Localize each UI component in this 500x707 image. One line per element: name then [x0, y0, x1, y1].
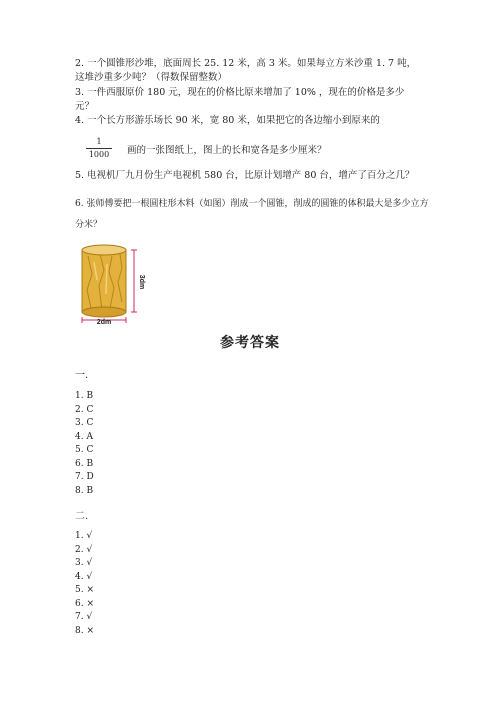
answer-item: 5. C: [75, 445, 94, 455]
diameter-label: 2dm: [96, 319, 112, 324]
fraction-bar: [86, 148, 112, 149]
question-4-line-1: 4. 一个长方形游乐场长 90 米，宽 80 米，如果把它的各边缩小到原来的: [75, 115, 380, 126]
answer-item: 7. D: [75, 472, 94, 482]
answer-item: 5. ×: [75, 585, 94, 595]
answer-item: 7. √: [75, 612, 93, 622]
answer-item: 3. √: [75, 558, 93, 568]
answer-item: 8. B: [75, 485, 94, 496]
answer-item: 2. √: [75, 544, 93, 555]
answer-item: 1. √: [75, 531, 93, 541]
question-3-line-1: 3. 一件西服原价 180 元，现在的价格比原来增加了 10% ，现在的价格是多少: [75, 87, 405, 98]
answers-section-2-title: 二.: [75, 511, 89, 522]
answer-item: 2. C: [75, 404, 94, 415]
question-2-line-1: 2. 一个圆锥形沙堆，底面周长 25. 12 米，高 3 米。如果每立方米沙重 1. 7 吨，: [75, 58, 417, 69]
answer-item: 6. B: [75, 458, 94, 469]
question-2-line-2: 这堆沙重多少吨？（得数保留整数）: [75, 72, 228, 83]
wood-cylinder-figure: [78, 242, 150, 324]
question-6-line-1: 6. 张师傅要把一根圆柱形木料（如图）削成一个圆锥，削成的圆锥的体积最大是多少立方: [75, 199, 429, 209]
answer-item: 4. A: [75, 431, 93, 442]
question-5: 5. 电视机厂九月份生产电视机 580 台，比原计划增产 80 台，增产了百分之几？: [75, 170, 415, 181]
answer-item: 6. ×: [75, 598, 94, 609]
fraction-denominator: 1000: [88, 150, 110, 159]
question-6-line-2: 分米？: [75, 220, 103, 230]
answers-section-1-list: [75, 390, 94, 498]
fraction-numerator: 1: [96, 137, 102, 146]
answers-title: 参考答案: [220, 335, 280, 351]
answer-item: 8. ×: [75, 625, 94, 636]
answer-item: 1. B: [75, 391, 94, 401]
question-4-line-2: 画的一张图纸上，图上的长和宽各是多少厘米？: [127, 145, 327, 156]
answer-item: 4. √: [75, 571, 93, 582]
wood-cylinder-illustration: [78, 242, 150, 324]
answer-item: 3. C: [75, 418, 94, 428]
height-label: 3dm: [138, 274, 145, 290]
answers-section-2-list: [75, 530, 94, 638]
fraction-one-thousandth: [86, 137, 112, 160]
question-3-line-2: 元？: [75, 101, 95, 112]
answers-section-1-title: 一.: [75, 370, 89, 381]
